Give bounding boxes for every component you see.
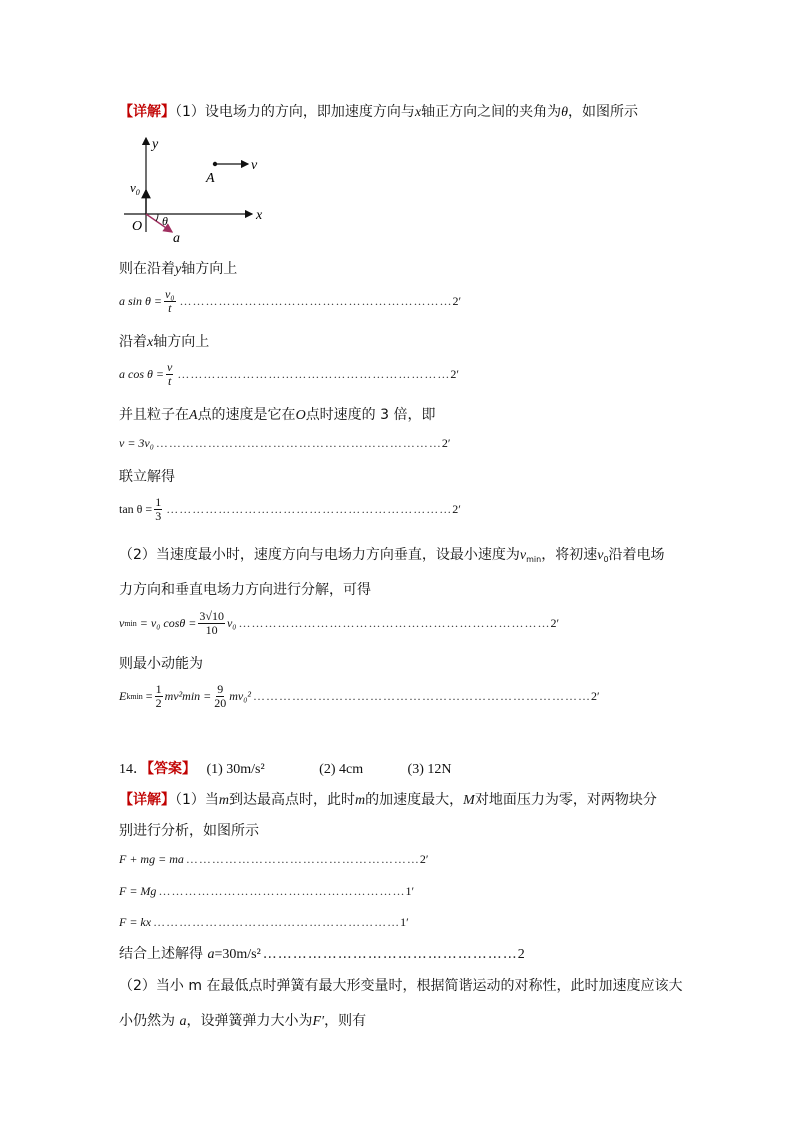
theta-label: θ [162,214,168,228]
origin-label: O [132,219,143,234]
q14-result: 结合上述解得 a=30m/s² ……………………………………………2 [119,946,525,962]
equation-5: v min = v₀ cosθ = $\frac{3√10}{10}$ v₀ ……………………………………………………………… 2′ [119,609,560,637]
equation-3: v = 3v₀ ………………………………………………………… 2′ [119,436,451,450]
q14-detail-line2: 别进行分析，如图所示 [119,823,259,839]
score: 2′ [419,852,429,866]
a-arrow [146,214,172,232]
detail-bracket: 【详解】 [119,792,175,808]
part2-line2: 力方向和垂直电场力方向进行分解，可得 [119,582,371,598]
q14-part2-line1: （2）当小 m 在最低点时弹簧有最大形变量时，根据简谐运动的对称性，此时加速度应该大 [119,978,683,994]
score: 2′ [550,616,560,630]
score: 2′ [591,689,600,703]
point-a-dot [213,162,217,166]
y-direction-text: 则在沿着y轴方向上 [119,261,238,277]
q14-equation-1: F + mg = ma ……………………………………………… 2′ [119,852,429,866]
equation-6: E kmin = $\frac{1}{2}$ mv²min = $\frac{9}{20}$ mv₀² …………………………………………………………………… 2′ [119,682,600,710]
score: 2′ [450,367,459,381]
v-label: v [251,158,258,173]
q14-equation-3: F = kx ………………………………………………… 1′ [119,915,409,929]
equation-4: tan θ = $\frac{1}{3}$ ………………………………………………………… 2′ [119,495,461,523]
solve-text: 联立解得 [119,469,175,485]
equation-2: a cos θ = $\frac{v}{t}$ ……………………………………………………… 2′ [119,360,459,388]
detail-bracket: 【详解】 [119,104,175,120]
theta-arc [156,214,158,221]
x-direction-text: 沿着x轴方向上 [119,334,210,350]
kinetic-energy-text: 则最小动能为 [119,656,203,672]
score: 2′ [452,294,462,308]
q14-detail-line1: 【详解】（1）当m到达最高点时，此时m的加速度最大，M对地面压力为零，对两物块分 [119,792,657,808]
score: 2′ [441,436,451,450]
q14-part2-line2: 小仍然为 a，设弹簧弹力大小为F′，则有 [119,1013,367,1029]
q14-equation-2: F = Mg ………………………………………………… 1′ [119,884,415,898]
answer-bracket: 【答案】 [147,761,196,777]
x-label: x [256,208,263,223]
equation-1: a sin θ = $\frac{\text{v₀}}{t}$ ……………………………………………………… 2′ [119,287,462,315]
y-label: y [152,137,159,152]
score: 1′ [400,915,409,929]
score: 2′ [452,502,461,516]
question-14-answer: 14．【答案】 (1) 30m/s² (2) 4cm (3) 12N [119,761,452,777]
score: 1′ [405,884,415,898]
condition-text: 并且粒子在A点的速度是它在O点时速度的 3 倍，即 [119,407,436,423]
point-a-label: A [206,171,215,186]
velocity-diagram [118,132,278,247]
detail-paragraph-1: 【详解】（1）设电场力的方向，即加速度方向与x轴正方向之间的夹角为θ，如图所示 [119,104,639,120]
v0-label: $v_0$ [130,180,140,197]
a-label: a [173,231,180,246]
part2-line1: （2）当速度最小时，速度方向与电场力方向垂直，设最小速度为$v_{min}$，将初速$v_0$沿着电场 [119,547,665,564]
